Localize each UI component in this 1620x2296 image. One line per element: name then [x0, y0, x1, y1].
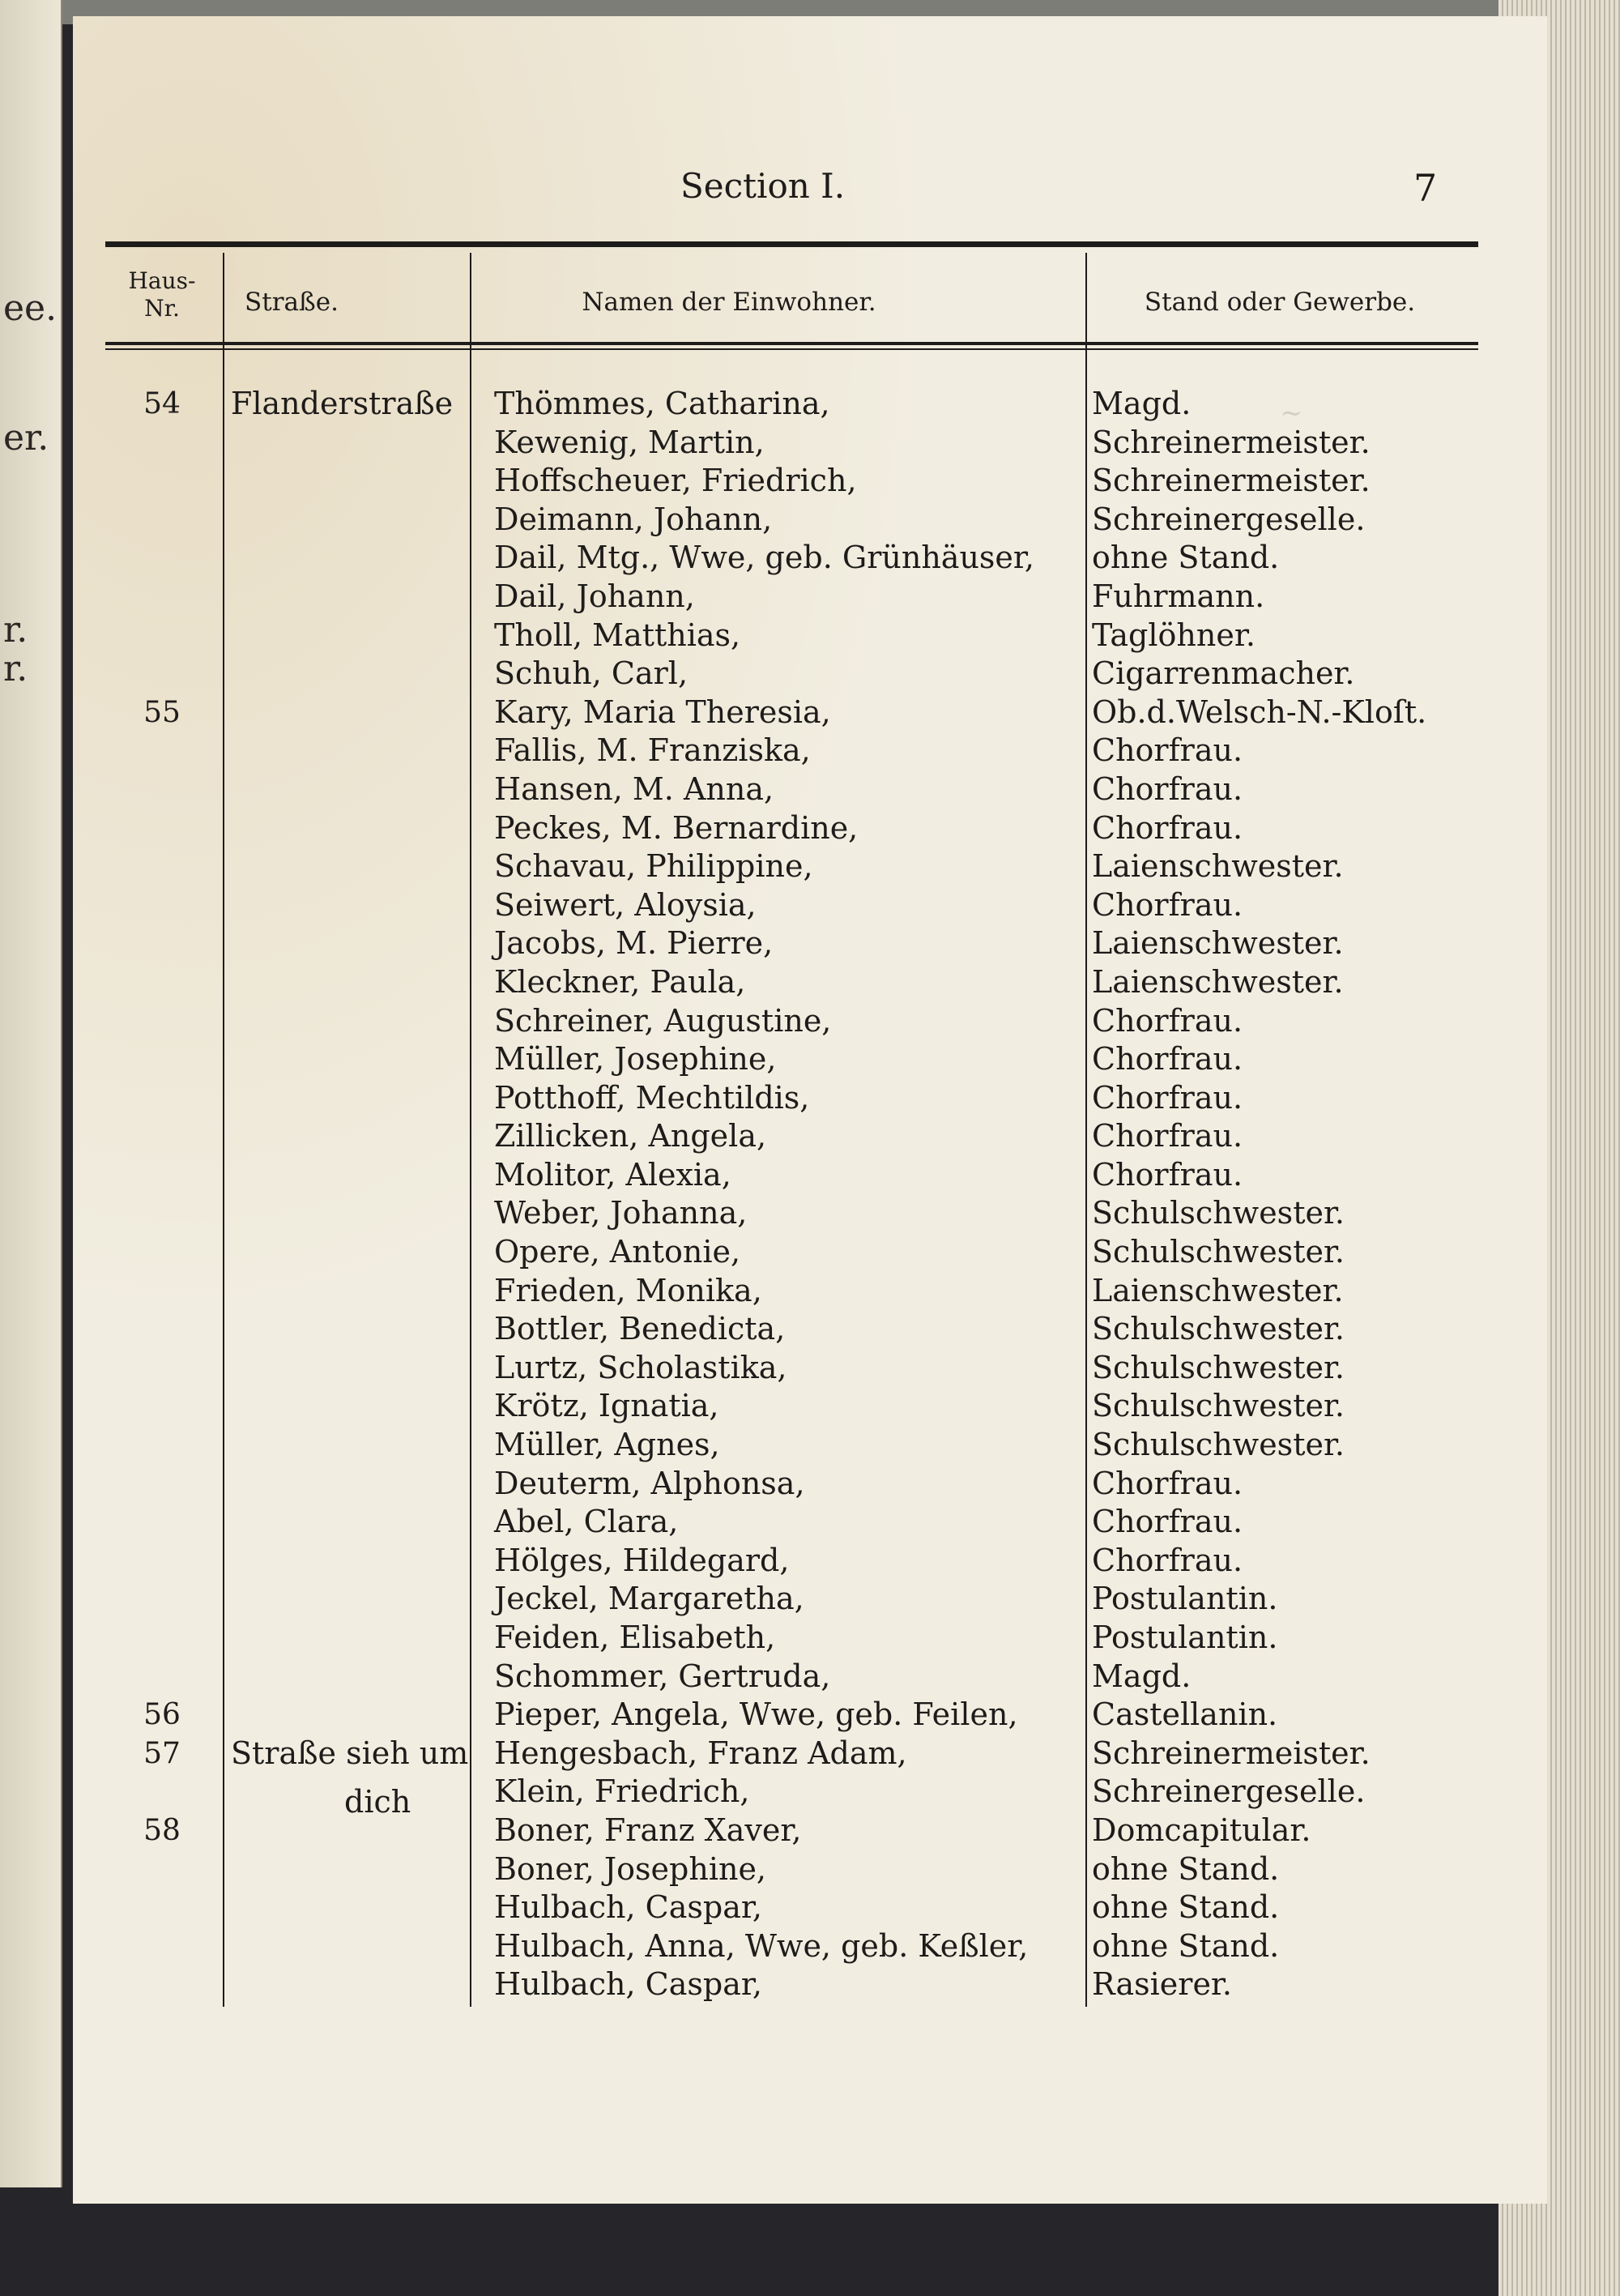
- occupation: Schulschwester.: [1092, 1311, 1345, 1347]
- table-row: [73, 1117, 1547, 1156]
- occupation: Chorfrau.: [1092, 809, 1243, 846]
- table-row: [73, 1580, 1547, 1619]
- resident-name: Bottler, Benedicta,: [494, 1311, 786, 1347]
- table-row: [73, 886, 1547, 925]
- resident-name: Kary, Maria Theresia,: [494, 693, 831, 730]
- table-row: [73, 1658, 1547, 1696]
- street-name: Straße sieh um: [231, 1735, 469, 1771]
- house-number: 58: [143, 1813, 181, 1847]
- table-row: [73, 1233, 1547, 1272]
- occupation: Taglöhner.: [1092, 617, 1256, 653]
- resident-name: Dail, Johann,: [494, 578, 695, 614]
- table-row: [73, 693, 1547, 732]
- document-page: [73, 16, 1547, 2204]
- table-row: [73, 655, 1547, 693]
- occupation: Ob.d.Welsch-N.-Kloſt.: [1092, 693, 1427, 730]
- resident-name: Seiwert, Aloysia,: [494, 886, 757, 923]
- resident-name: Dail, Mtg., Wwe, geb. Grünhäuser,: [494, 540, 1034, 576]
- column-header-namen: Namen der Einwohner.: [582, 288, 876, 317]
- table-row: [73, 1812, 1547, 1850]
- table-row: [73, 1387, 1547, 1426]
- table-row: [73, 1927, 1547, 1966]
- table-row: [73, 1542, 1547, 1581]
- occupation: Schulschwester.: [1092, 1234, 1345, 1270]
- occupation: Cigarrenmacher.: [1092, 655, 1355, 692]
- header-rule-thin: [105, 348, 1478, 350]
- resident-name: Krötz, Ignatia,: [494, 1388, 719, 1424]
- occupation: Chorfrau.: [1092, 770, 1243, 807]
- resident-name: Thömmes, Catharina,: [494, 386, 830, 421]
- table-row: [73, 1194, 1547, 1233]
- resident-name: Schuh, Carl,: [494, 655, 688, 692]
- resident-name: Fallis, M. Franziska,: [494, 732, 811, 769]
- table-row: [73, 732, 1547, 770]
- occupation: ohne Stand.: [1092, 1889, 1280, 1926]
- table-row: [73, 1465, 1547, 1504]
- occupation: Magd.: [1092, 386, 1192, 421]
- resident-name: Kewenig, Martin,: [494, 424, 765, 460]
- occupation: Domcapitular.: [1092, 1812, 1311, 1848]
- occupation: Schulschwester.: [1092, 1388, 1345, 1424]
- resident-name: Abel, Clara,: [494, 1504, 679, 1540]
- occupation: Chorfrau.: [1092, 1041, 1243, 1078]
- occupation: Schreinermeister.: [1092, 463, 1371, 499]
- resident-name: Potthoff, Mechtildis,: [494, 1079, 810, 1116]
- resident-name: Pieper, Angela, Wwe, geb. Feilen,: [494, 1696, 1018, 1733]
- table-row: [73, 1349, 1547, 1388]
- column-header-strasse: Straße.: [245, 288, 339, 317]
- table-row: [73, 847, 1547, 886]
- table-row: [73, 462, 1547, 501]
- table-row: [73, 1079, 1547, 1118]
- resident-name: Hengesbach, Franz Adam,: [494, 1735, 907, 1771]
- residents-table: [73, 385, 1547, 2004]
- occupation: Chorfrau.: [1092, 1542, 1243, 1578]
- table-row: [73, 1002, 1547, 1041]
- occupation: Chorfrau.: [1092, 1118, 1243, 1154]
- resident-name: Jeckel, Margaretha,: [494, 1581, 804, 1617]
- occupation: Laienschwester.: [1092, 963, 1344, 1000]
- occupation: Laienschwester.: [1092, 1272, 1344, 1308]
- table-row: [73, 1272, 1547, 1311]
- resident-name: Lurtz, Scholastika,: [494, 1349, 787, 1385]
- occupation: ohne Stand.: [1092, 1850, 1280, 1887]
- street-name: Flanderstraße: [231, 386, 454, 421]
- top-rule: [105, 241, 1478, 247]
- house-number: 54: [143, 387, 181, 420]
- table-row: [73, 1735, 1547, 1773]
- occupation: Postulantin.: [1092, 1581, 1278, 1617]
- occupation: Postulantin.: [1092, 1620, 1278, 1655]
- left-fragment: r.: [3, 648, 28, 689]
- resident-name: Schavau, Philippine,: [494, 848, 813, 885]
- left-fragment: r.: [3, 609, 28, 651]
- occupation: Schulschwester.: [1092, 1349, 1345, 1385]
- occupation: Schreinergeselle.: [1092, 501, 1366, 537]
- occupation: Castellanin.: [1092, 1696, 1278, 1733]
- left-page-edge: [0, 0, 62, 2187]
- table-row: [73, 424, 1547, 463]
- header-rule: [105, 342, 1478, 345]
- table-row: [73, 1850, 1547, 1889]
- table-row: [73, 1619, 1547, 1658]
- house-number: 57: [143, 1736, 181, 1770]
- occupation: Fuhrmann.: [1092, 578, 1265, 614]
- resident-name: Zillicken, Angela,: [494, 1118, 767, 1154]
- resident-name: Frieden, Monika,: [494, 1272, 762, 1308]
- table-row: [73, 924, 1547, 963]
- resident-name: Müller, Agnes,: [494, 1427, 720, 1463]
- occupation: Rasierer.: [1092, 1966, 1233, 2003]
- table-row: [73, 770, 1547, 809]
- table-row: [73, 539, 1547, 578]
- occupation: Schreinermeister.: [1092, 1735, 1371, 1771]
- table-row: [73, 1503, 1547, 1542]
- table-row: [73, 1696, 1547, 1735]
- page-title: Section I.: [680, 166, 846, 206]
- occupation: Schreinermeister.: [1092, 424, 1371, 460]
- occupation: Schulschwester.: [1092, 1195, 1345, 1231]
- bleed-through-text: ∼: [1280, 397, 1303, 429]
- table-row: [73, 963, 1547, 1002]
- table-row: [73, 1426, 1547, 1465]
- house-number: 55: [143, 695, 181, 729]
- occupation: Chorfrau.: [1092, 1002, 1243, 1039]
- table-row: [73, 1310, 1547, 1349]
- occupation: Schreinergeselle.: [1092, 1773, 1366, 1810]
- occupation: Laienschwester.: [1092, 848, 1344, 885]
- strasse-continuation: dich: [344, 1784, 411, 1820]
- resident-name: Deuterm, Alphonsa,: [494, 1465, 805, 1501]
- occupation: ohne Stand.: [1092, 540, 1280, 576]
- resident-name: Boner, Franz Xaver,: [494, 1812, 802, 1848]
- table-row: [73, 501, 1547, 540]
- resident-name: Deimann, Johann,: [494, 501, 773, 537]
- occupation: Chorfrau.: [1092, 1465, 1243, 1501]
- resident-name: Hulbach, Caspar,: [494, 1966, 762, 2003]
- resident-name: Schommer, Gertruda,: [494, 1658, 831, 1694]
- table-row: [73, 1965, 1547, 2004]
- occupation: Chorfrau.: [1092, 886, 1243, 923]
- occupation: Chorfrau.: [1092, 1079, 1243, 1116]
- left-fragment: ee.: [3, 288, 58, 329]
- resident-name: Müller, Josephine,: [494, 1041, 777, 1078]
- resident-name: Hulbach, Anna, Wwe, geb. Keßler,: [494, 1927, 1029, 1964]
- table-row: [73, 1888, 1547, 1927]
- left-fragment: er.: [3, 417, 49, 459]
- occupation: Magd.: [1092, 1658, 1192, 1694]
- page-number: 7: [1413, 166, 1438, 210]
- occupation: Chorfrau.: [1092, 1156, 1243, 1193]
- resident-name: Opere, Antonie,: [494, 1234, 741, 1270]
- column-header-nr: Haus-Nr.: [128, 267, 196, 322]
- table-row: [73, 617, 1547, 655]
- table-row: [73, 578, 1547, 617]
- resident-name: Tholl, Matthias,: [494, 617, 741, 653]
- resident-name: Feiden, Elisabeth,: [494, 1620, 776, 1655]
- resident-name: Hölges, Hildegard,: [494, 1542, 790, 1578]
- resident-name: Molitor, Alexia,: [494, 1156, 731, 1193]
- occupation: Schulschwester.: [1092, 1427, 1345, 1463]
- resident-name: Schreiner, Augustine,: [494, 1002, 832, 1039]
- column-header-stand: Stand oder Gewerbe.: [1144, 288, 1416, 317]
- resident-name: Hoffscheuer, Friedrich,: [494, 463, 857, 499]
- occupation: Chorfrau.: [1092, 1504, 1243, 1540]
- resident-name: Klein, Friedrich,: [494, 1773, 750, 1810]
- table-row: [73, 1773, 1547, 1812]
- table-row: [73, 809, 1547, 848]
- occupation: ohne Stand.: [1092, 1927, 1280, 1964]
- resident-name: Boner, Josephine,: [494, 1850, 767, 1887]
- resident-name: Jacobs, M. Pierre,: [494, 925, 774, 962]
- occupation: Chorfrau.: [1092, 732, 1243, 769]
- resident-name: Kleckner, Paula,: [494, 963, 746, 1000]
- table-row: [73, 1156, 1547, 1195]
- resident-name: Hulbach, Caspar,: [494, 1889, 762, 1926]
- resident-name: Hansen, M. Anna,: [494, 770, 774, 807]
- resident-name: Weber, Johanna,: [494, 1195, 748, 1231]
- house-number: 56: [143, 1698, 181, 1732]
- occupation: Laienschwester.: [1092, 925, 1344, 962]
- resident-name: Peckes, M. Bernardine,: [494, 809, 859, 846]
- table-row: [73, 385, 1547, 424]
- table-row: [73, 1040, 1547, 1079]
